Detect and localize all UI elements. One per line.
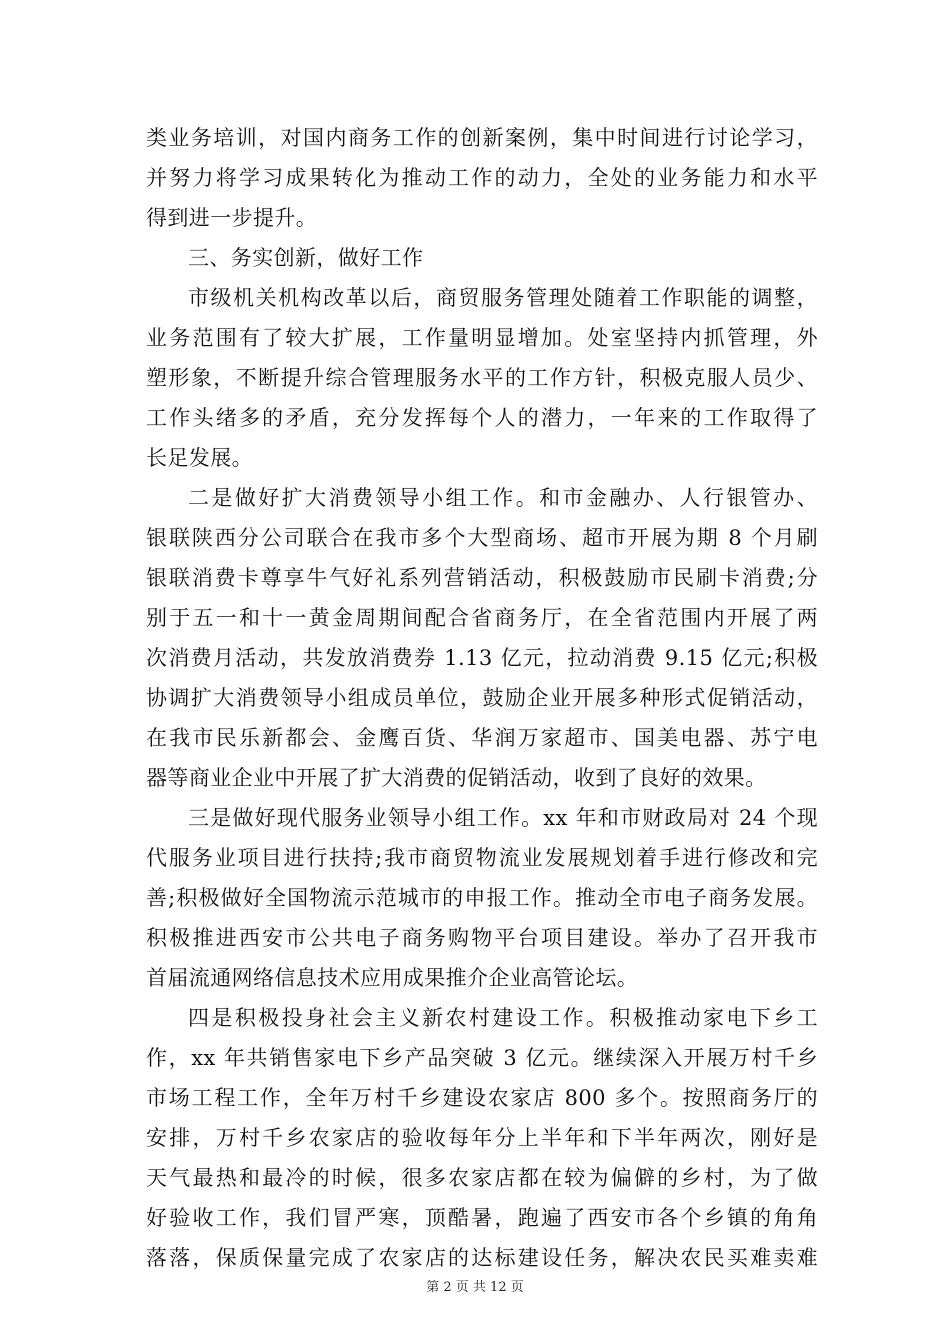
text-line: 塑形象，不断提升综合管理服务水平的工作方针，积极克服人员少、 xyxy=(146,366,818,390)
text-line: 并努力将学习成果转化为推动工作的动力，全处的业务能力和水平 xyxy=(146,166,818,190)
text-line: 银联陕西分公司联合在我市多个大型商场、超市开展为期 8 个月刷 xyxy=(146,526,818,550)
page-number: 第 2 页 共 12 页 xyxy=(426,1280,524,1295)
text-line: 得到进一步提升。 xyxy=(146,206,318,230)
text-line: 二是做好扩大消费领导小组工作。和市金融办、人行银管办、 xyxy=(188,486,818,510)
text-line: 次消费月活动，共发放消费券 1.13 亿元，拉动消费 9.15 亿元;积极 xyxy=(146,646,818,670)
text-line: 类业务培训，对国内商务工作的创新案例，集中时间进行讨论学习， xyxy=(146,126,818,150)
text-line: 积极推进西安市公共电子商务购物平台项目建设。举办了召开我市 xyxy=(146,926,818,950)
body-text xyxy=(146,118,818,1278)
text-line: 首届流通网络信息技术应用成果推介企业高管论坛。 xyxy=(146,966,639,990)
text-line: 器等商业企业中开展了扩大消费的促销活动，收到了良好的效果。 xyxy=(146,766,767,790)
text-line: 作，xx 年共销售家电下乡产品突破 3 亿元。继续深入开展万村千乡 xyxy=(146,1046,818,1070)
text-line: 工作头绪多的矛盾，充分发挥每个人的潜力，一年来的工作取得了 xyxy=(146,406,818,430)
section-heading: 三、务实创新，做好工作 xyxy=(188,246,424,270)
text-line: 在我市民乐新都会、金鹰百货、华润万家超市、国美电器、苏宁电 xyxy=(146,726,818,750)
text-line: 长足发展。 xyxy=(146,446,253,470)
text-line: 三是做好现代服务业领导小组工作。xx 年和市财政局对 24 个现 xyxy=(188,806,818,830)
text-line: 业务范围有了较大扩展，工作量明显增加。处室坚持内抓管理，外 xyxy=(146,326,818,350)
text-line: 别于五一和十一黄金周期间配合省商务厅，在全省范围内开展了两 xyxy=(146,606,818,630)
text-line: 善;积极做好全国物流示范城市的申报工作。推动全市电子商务发展。 xyxy=(146,886,818,910)
text-line: 市级机关机构改革以后，商贸服务管理处随着工作职能的调整， xyxy=(188,286,818,310)
text-line: 市场工程工作，全年万村千乡建设农家店 800 多个。按照商务厅的 xyxy=(146,1086,818,1110)
text-line: 好验收工作，我们冒严寒，顶酷暑，跑遍了西安市各个乡镇的角角 xyxy=(146,1206,818,1230)
text-line: 天气最热和最冷的时候，很多农家店都在较为偏僻的乡村，为了做 xyxy=(146,1166,818,1190)
text-line: 安排，万村千乡农家店的验收每年分上半年和下半年两次，刚好是 xyxy=(146,1126,818,1150)
text-line: 银联消费卡尊享牛气好礼系列营销活动，积极鼓励市民刷卡消费;分 xyxy=(146,566,818,590)
text-line: 四是积极投身社会主义新农村建设工作。积极推动家电下乡工 xyxy=(188,1006,818,1030)
text-line: 代服务业项目进行扶持;我市商贸物流业发展规划着手进行修改和完 xyxy=(146,846,818,870)
text-line: 落落，保质保量完成了农家店的达标建设任务，解决农民买难卖难 xyxy=(146,1246,818,1270)
text-line: 协调扩大消费领导小组成员单位，鼓励企业开展多种形式促销活动， xyxy=(146,686,818,710)
